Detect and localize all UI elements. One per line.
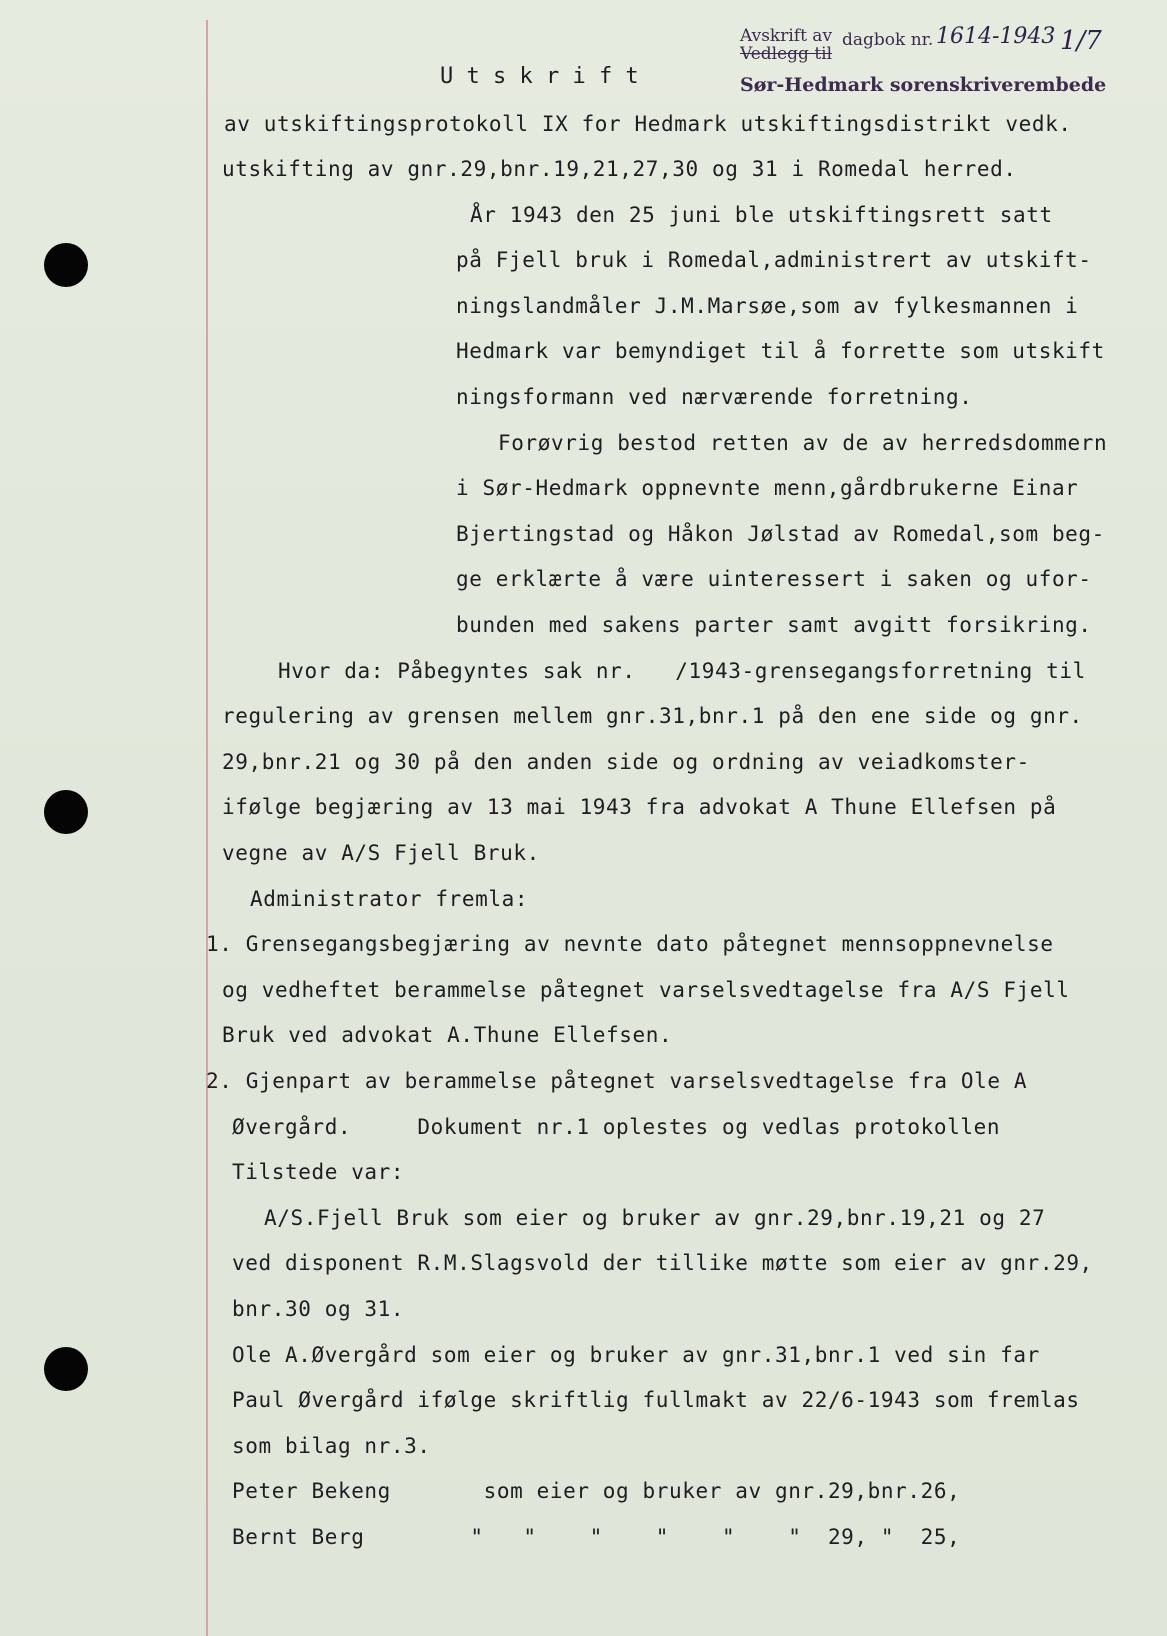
text-line: regulering av grensen mellem gnr.31,bnr.1 på den ene side og gnr. [222,704,1083,728]
text-line: ningslandmåler J.M.Marsøe,som av fylkesmannen i [456,294,1079,318]
text-line: ge erklærte å være uinteressert i saken og ufor- [456,567,1092,591]
text-line: År 1943 den 25 juni ble utskiftingsrett satt [470,203,1053,227]
text-line: vegne av A/S Fjell Bruk. [222,841,540,865]
text-line: 29,bnr.21 og 30 på den anden side og ordning av veiadkomster- [222,750,1030,774]
text-line: i Sør-Hedmark oppnevnte menn,gårdbrukerne Einar [456,476,1079,500]
text-line: og vedheftet berammelse påtegnet varselsvedtagelse fra A/S Fjell [222,978,1070,1002]
text-line: Hvor da: Påbegyntes sak nr. /1943-grensegangsforretning til [278,659,1086,683]
text-line: Forøvrig bestod retten av de av herredsdommern [498,431,1108,455]
stamp-avskrift: Avskrift av [740,26,833,46]
folio-number: 1/7 [1060,26,1102,56]
punch-hole-icon [44,1347,88,1391]
dagbok-number: 1614-1943 [936,24,1056,49]
text-line: bnr.30 og 31. [232,1297,405,1321]
text-line: Bernt Berg " " " " " " 29, " 25, [232,1525,961,1549]
stamp-dagbok-label: dagbok nr. [842,30,934,50]
document-title: U t s k r i f t [440,64,639,89]
text-line: Peter Bekeng som eier og bruker av gnr.29,bnr.26, [232,1479,961,1503]
text-line: ved disponent R.M.Slagsvold der tillike møtte som eier av gnr.29, [232,1251,1093,1275]
text-line: som bilag nr.3. [232,1434,431,1458]
text-line: bunden med sakens parter samt avgitt forsikring. [456,613,1092,637]
text-line: Paul Øvergård ifølge skriftlig fullmakt av 22/6-1943 som fremlas [232,1388,1080,1412]
margin-line [206,20,208,1636]
text-line: A/S.Fjell Bruk som eier og bruker av gnr.29,bnr.19,21 og 27 [264,1206,1046,1230]
text-line: Øvergård. Dokument nr.1 oplestes og vedlas protokollen [232,1115,1001,1139]
office-stamp: Sør-Hedmark sorenskriverembede [740,74,1107,96]
punch-hole-icon [44,790,88,834]
text-line: Tilstede var: [232,1160,405,1184]
text-line: 2. Gjenpart av berammelse påtegnet varselsvedtagelse fra Ole A [206,1069,1028,1093]
text-line: på Fjell bruk i Romedal,administrert av utskift- [456,248,1092,272]
stamp-vedlegg: Vedlegg til [740,44,833,64]
text-line: Administrator fremla: [250,887,529,911]
text-line: av utskiftingsprotokoll IX for Hedmark utskiftingsdistrikt vedk. [224,112,1072,136]
text-line: ifølge begjæring av 13 mai 1943 fra advokat A Thune Ellefsen på [222,795,1057,819]
text-line: Hedmark var bemyndiget til å forrette som utskift [456,339,1105,363]
text-line: 1. Grensegangsbegjæring av nevnte dato påtegnet mennsoppnevnelse [206,932,1054,956]
punch-hole-icon [44,243,88,287]
text-line: Ole A.Øvergård som eier og bruker av gnr.31,bnr.1 ved sin far [232,1343,1040,1367]
text-line: Bjertingstad og Håkon Jølstad av Romedal,som beg- [456,522,1105,546]
text-line: ningsformann ved nærværende forretning. [456,385,973,409]
text-line: utskifting av gnr.29,bnr.19,21,27,30 og 31 i Romedal herred. [222,157,1017,181]
text-line: Bruk ved advokat A.Thune Ellefsen. [222,1023,673,1047]
